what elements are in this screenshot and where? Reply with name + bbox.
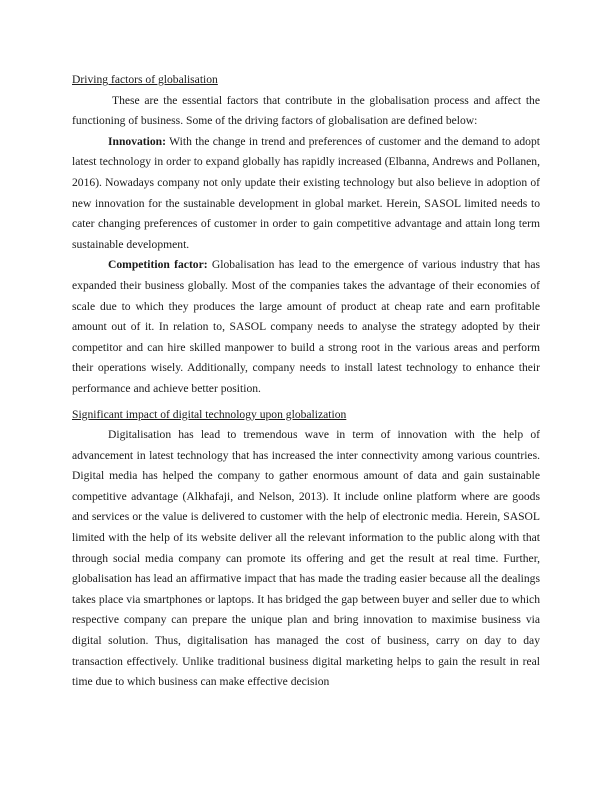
competition-label: Competition factor:: [108, 258, 208, 272]
intro-paragraph: These are the essential factors that contribute in the globalisation process and affect the functioning of business. Some of the driving factors of globalisation are defined below:: [72, 93, 540, 128]
competition-paragraph: [72, 255, 540, 399]
competition-text: Globalisation has lead to the emergence of various industry that has expanded their business globally. Most of the companies takes the advantage of their economies of scale due to which they produces the large amount of product at cheap rate and earn profitable amount out of it. In relation to, SASOL company needs to analyse the strategy adopted by their competitor and can hire skilled manpower to build a strong root in the various areas and perform their operations wisely. Additionally, company needs to install latest technology to enhance their performance and achieve better position.: [72, 258, 540, 395]
document-page: [72, 70, 540, 693]
digitalisation-paragraph: Digitalisation has lead to tremendous wave in term of innovation with the help of advancement in latest technology that has increased the inter connectivity among various countries. Digital media has helped the company to gather enormous amount of data and gain sustainable competitive advantage (Alkhafaji, and Nelson, 2013). It include online platform where are goods and services or the value is delivered to customer with the help of electronic media. Herein, SASOL limited with the help of its website deliver all the relevant information to the public along with that through social media company can promote its offering and get the result at real time. Further, globalisation has lead an affirmative impact that has made the trading easier because all the dealings takes place via smartphones or laptops. It has bridged the gap between buyer and seller due to which respective company can prepare the unique plan and bring innovation to maximise business via digital solution. Thus, digitalisation has managed the cost of business, carry on day to day transaction effectively. Unlike traditional business digital marketing helps to gain the result in real time due to which business can make effective decision: [72, 428, 540, 689]
section-heading-digital-technology: Significant impact of digital technology upon globalization: [72, 407, 347, 421]
innovation-text: With the change in trend and preferences of customer and the demand to adopt latest technology in order to expand globally has rapidly increased (Elbanna, Andrews and Pollanen, 2016). Nowadays company not only update their existing technology but also believe in adoption of new innovation for the sustainable development in global market. Herein, SASOL limited needs to cater changing preferences of customer in order to gain competitive advantage and attain long term sustainable development.: [72, 134, 540, 251]
innovation-label: Innovation:: [108, 134, 166, 148]
section-heading-driving-factors: Driving factors of globalisation: [72, 73, 218, 86]
innovation-paragraph: [72, 132, 540, 256]
